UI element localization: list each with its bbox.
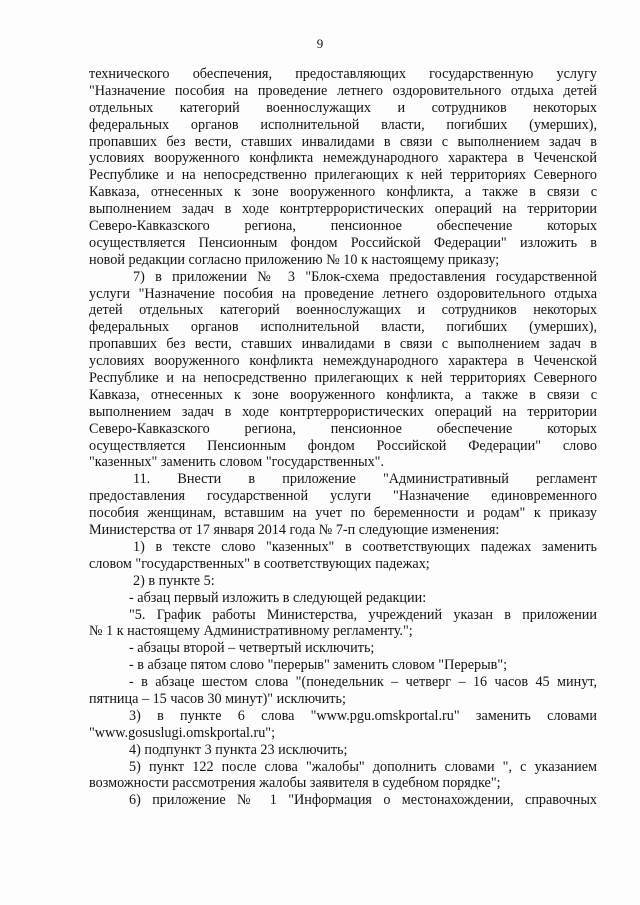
text-line: словом "государственных" в соответствующих падежах; xyxy=(89,555,430,572)
text-line: 1) в тексте слово "казенных" в соответствующих падежах заменить xyxy=(133,538,597,555)
text-line: "Назначение пособия на проведение летнего оздоровительного отдыха детей xyxy=(89,82,597,99)
page-number: 9 xyxy=(316,36,324,51)
text-line: Республике и на непосредственно прилегающих к ней территориях Северного xyxy=(89,167,597,184)
text-line: - абзац первый изложить в следующей редакции: xyxy=(129,589,427,606)
text-line: условиях вооруженного конфликта немеждународного характера в Чеченской xyxy=(89,353,597,370)
text-line: Министерства от 17 января 2014 года № 7-п следующие изменения: xyxy=(89,522,500,539)
text-line: 3) в пункте 6 слова "www.pgu.omskportal.ru" заменить словами xyxy=(129,707,597,724)
text-line: Северо-Кавказского региона, пенсионное обеспечение которых xyxy=(89,218,597,235)
text-line: 7) в приложении № 3 "Блок-схема предоставления государственной xyxy=(133,268,597,285)
text-line: пятница – 15 часов 30 минут)" исключить; xyxy=(89,690,346,707)
text-line: выполнением задач в ходе контртеррористических операций на территории xyxy=(89,201,597,218)
text-line: отдельных категорий военнослужащих и сотрудников некоторых xyxy=(89,99,597,116)
text-line: Северо-Кавказского региона, пенсионное обеспечение которых xyxy=(89,420,597,437)
text-line: выполнением задач в ходе контртеррористических операций на территории xyxy=(89,403,597,420)
text-line: осуществляется Пенсионным фондом Российской Федерации" слово xyxy=(89,437,597,454)
text-line: Кавказа, отнесенных к зоне вооруженного конфликта, а также в связи с xyxy=(89,184,597,201)
text-line: - абзацы второй – четвертый исключить; xyxy=(129,640,375,657)
text-line: осуществляется Пенсионным фондом Российской Федерации" изложить в xyxy=(89,234,597,251)
text-line: пособия женщинам, вставшим на учет по беременности и родам" к приказу xyxy=(89,505,597,522)
text-line: возможности рассмотрения жалобы заявителя в судебном порядке"; xyxy=(89,775,501,792)
text-line: 6) приложение № 1 "Информация о местонахождении, справочных xyxy=(129,792,597,809)
text-line: федеральных органов исполнительной власти, погибших (умерших), xyxy=(89,116,597,133)
text-line: 11. Внести в приложение "Административный регламент xyxy=(133,471,597,488)
text-line: услуги "Назначение пособия на проведение летнего оздоровительного отдыха xyxy=(89,285,597,302)
text-line: федеральных органов исполнительной власти, погибших (умерших), xyxy=(89,319,597,336)
text-line: условиях вооруженного конфликта немеждународного характера в Чеченской xyxy=(89,150,597,167)
text-line: № 1 к настоящему Административному регламенту."; xyxy=(89,623,413,640)
text-line: "5. График работы Министерства, учреждений указан в приложении xyxy=(129,606,597,623)
text-line: пропавших без вести, ставших инвалидами в связи с выполнением задач в xyxy=(89,336,597,353)
text-line: новой редакции согласно приложению № 10 к настоящему приказу; xyxy=(89,251,500,268)
document-body xyxy=(89,66,597,809)
text-line: 2) в пункте 5: xyxy=(133,572,215,589)
text-line: предоставления государственной услуги "Назначение единовременного xyxy=(89,488,597,505)
text-line: пропавших без вести, ставших инвалидами в связи с выполнением задач в xyxy=(89,133,597,150)
text-line: - в абзаце шестом слова "(понедельник – четверг – 16 часов 45 минут, xyxy=(129,674,597,691)
text-line: Республике и на непосредственно прилегающих к ней территориях Северного xyxy=(89,370,597,387)
text-line: Кавказа, отнесенных к зоне вооруженного конфликта, а также в связи с xyxy=(89,386,597,403)
text-line: "казенных" заменить словом "государственных". xyxy=(89,454,384,471)
text-line: - в абзаце пятом слово "перерыв" заменить словом "Перерыв"; xyxy=(129,657,508,674)
text-line: 5) пункт 122 после слова "жалобы" дополнить словами ", с указанием xyxy=(129,758,597,775)
text-line: 4) подпункт 3 пункта 23 исключить; xyxy=(129,741,348,758)
text-line: "www.gosuslugi.omskportal.ru"; xyxy=(89,724,276,741)
text-line: технического обеспечения, предоставляющих государственную услугу xyxy=(89,66,597,82)
text-line: детей отдельных категорий военнослужащих и сотрудников некоторых xyxy=(89,302,597,319)
